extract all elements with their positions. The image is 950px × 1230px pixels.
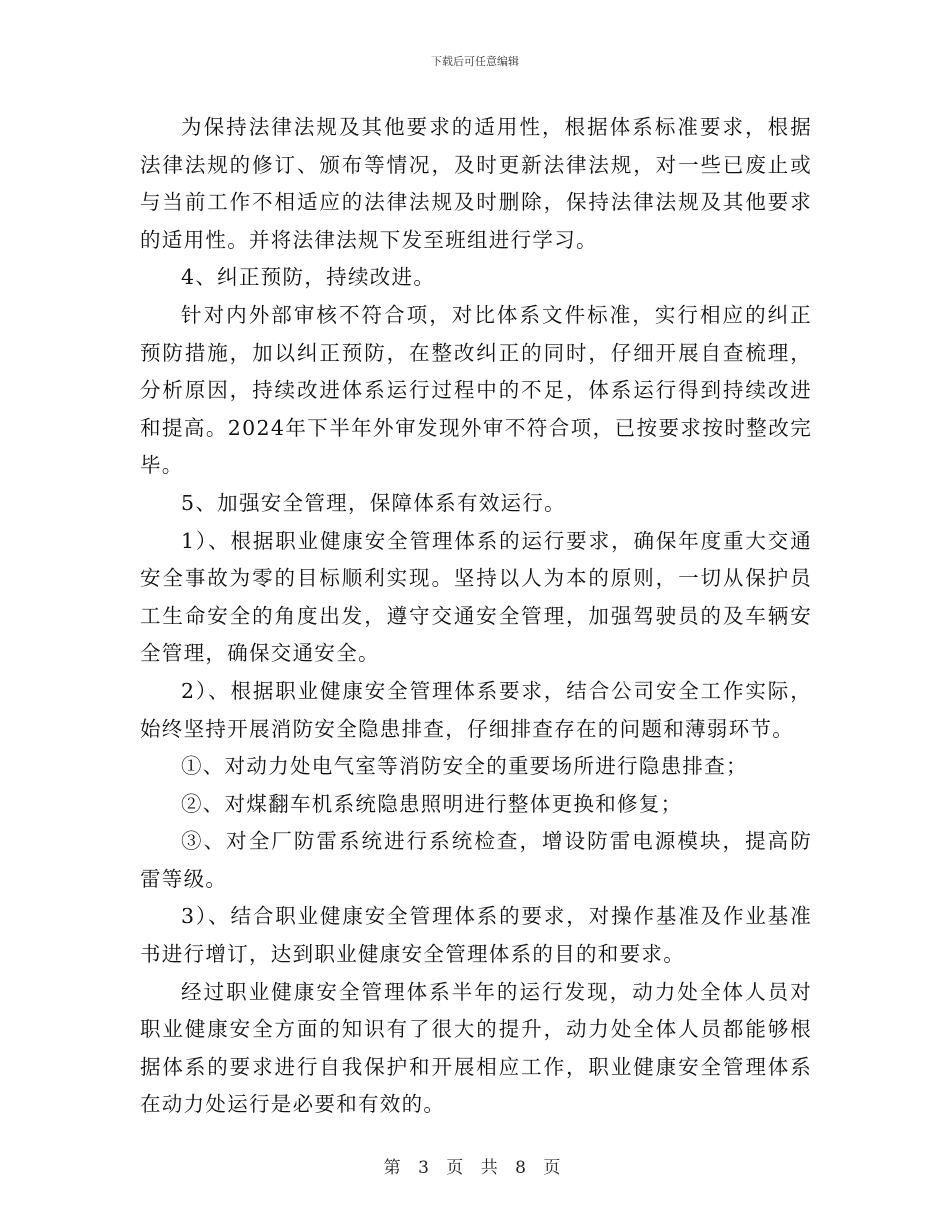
paragraph-fire-safety: 2）、根据职业健康安全管理体系要求，结合公司安全工作实际，始终坚持开展消防安全隐患排查，仔细排查存在的问题和薄弱环节。 [140,678,812,741]
heading-safety-management: 5、加强安全管理，保障体系有效运行。 [181,490,566,515]
page-number-footer: 第 3 页 共 8 页 [383,1158,567,1178]
list-item-electrical-room: ①、对动力处电气室等消防安全的重要场所进行隐患排查； [181,754,748,779]
document-body [140,109,812,1124]
paragraph-operation-standards: 3）、结合职业健康安全管理体系的要求，对操作基准及作业基准书进行增订，达到职业健康安全管理体系的目的和要求。 [140,904,812,967]
paragraph-regulations-update: 为保持法律法规及其他要求的适用性，根据体系标准要求，根据法律法规的修订、颁布等情况，及时更新法律法规，对一些已废止或与当前工作不相适应的法律法规及时删除，保持法律法规及其他要求的适用性。并将法律法规下发至班组进行学习。 [140,115,812,252]
paragraph-conclusion: 经过职业健康安全管理体系半年的运行发现，动力处全体人员对职业健康安全方面的知识有了很大的提升，动力处全体人员都能够根据体系的要求进行自我保护和开展相应工作，职业健康安全管理体系在动力处运行是必要和有效的。 [140,979,812,1117]
heading-corrective-prevention: 4、纠正预防，持续改进。 [181,265,436,290]
list-item-lighting-replacement: ②、对煤翻车机系统隐患照明进行整体更换和修复； [181,791,683,816]
list-item-lightning-protection: ③、对全厂防雷系统进行系统检查，增设防雷电源模块，提高防雷等级。 [140,829,812,891]
paragraph-traffic-safety: 1）、根据职业健康安全管理体系的运行要求，确保年度重大交通安全事故为零的目标顺利实现。坚持以人为本的原则，一切从保护员工生命安全的角度出发，遵守交通安全管理，加强驾驶员的及车辆安全管理，确保交通安全。 [140,528,812,666]
paragraph-audit-corrective: 针对内外部审核不符合项，对比体系文件标准，实行相应的纠正预防措施，加以纠正预防，在整改纠正的同时，仔细开展自查梳理，分析原因，持续改进体系运行过程中的不足，体系运行得到持续改进和提高。2024年下半年外审发现外审不符合项，已按要求按时整改完毕。 [140,302,812,478]
page-header: 下载后可任意编辑 [431,55,519,68]
